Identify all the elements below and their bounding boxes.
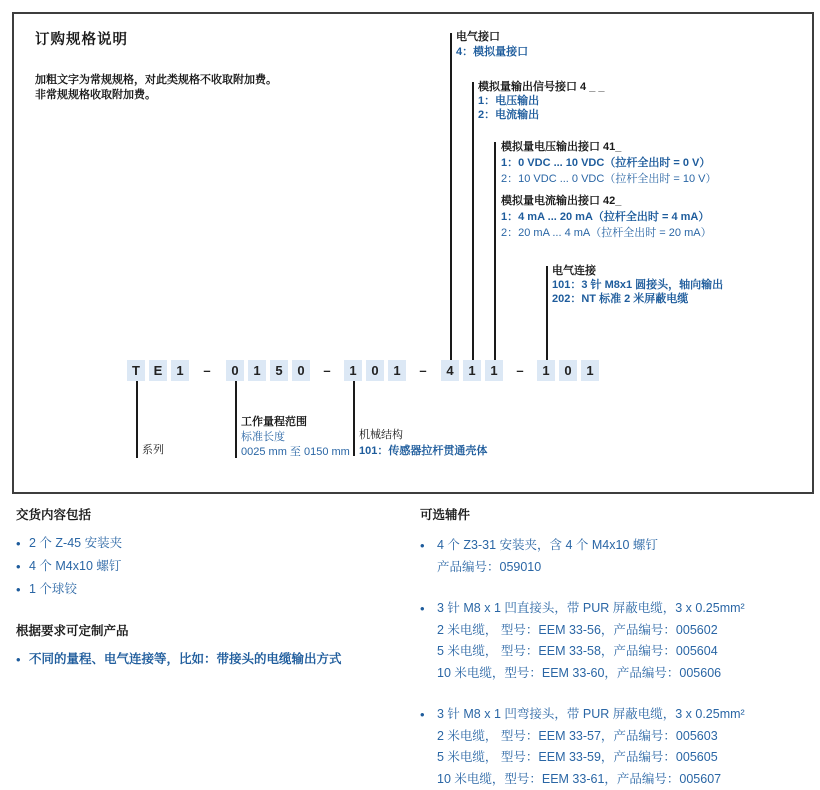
- section-title: 交货内容包括: [16, 508, 92, 522]
- order-code-char: 1: [537, 360, 555, 381]
- list-item-text: 2 个 Z-45 安装夹: [29, 536, 123, 550]
- order-code-char: 1: [463, 360, 481, 381]
- order-code-char: 0: [559, 360, 577, 381]
- order-code-char: 4: [441, 360, 459, 381]
- order-code-char: 0: [292, 360, 310, 381]
- connector-line-analog-signal: [472, 82, 474, 361]
- accessories-section: [420, 505, 816, 790]
- connector-line-electrical-interface: [450, 33, 452, 361]
- callout-voltage-output: [501, 139, 716, 187]
- order-code-char: 1: [171, 360, 189, 381]
- callout-title: 电气连接: [552, 265, 596, 277]
- callout-option: 1：4 mA ... 20 mA（拉杆全出时 = 4 mA）: [501, 211, 710, 223]
- callout-title: 系列: [142, 444, 164, 456]
- order-code-group-interface: [441, 360, 503, 381]
- accessory-group: [420, 704, 816, 790]
- callout-option: 4：模拟量接口: [456, 46, 529, 58]
- callout-title: 模拟量输出信号接口 4 _ _: [478, 81, 605, 93]
- bullet-icon: •: [16, 652, 21, 667]
- order-code-group-range: [226, 360, 310, 381]
- callout-value: 0025 mm 至 0150 mm: [241, 446, 350, 458]
- bullet-icon: •: [16, 559, 21, 574]
- section-title: 根据要求可定制产品: [16, 624, 129, 638]
- list-item-continuation: 10 米电缆，型号：EEM 33-60，产品编号：005606: [437, 665, 722, 680]
- list-item-continuation: 2 米电缆， 型号：EEM 33-57，产品编号：005603: [437, 728, 718, 743]
- callout-option: 202：NT 标准 2 米屏蔽电缆: [552, 293, 689, 305]
- bullet-icon: •: [420, 601, 425, 616]
- list-item-continuation: 10 米电缆，型号：EEM 33-61，产品编号：005607: [437, 771, 722, 786]
- order-code-separator: –: [323, 363, 331, 378]
- order-code-char: 0: [226, 360, 244, 381]
- connector-line-mechanical: [353, 381, 355, 456]
- order-code-char: 0: [366, 360, 384, 381]
- callout-option: 2：10 VDC ... 0 VDC（拉杆全出时 = 10 V）: [501, 173, 717, 185]
- order-code-char: 5: [270, 360, 288, 381]
- callout-electrical-connection: [552, 264, 723, 306]
- order-code-group-series: [127, 360, 189, 381]
- order-code-group-connection: [537, 360, 599, 381]
- callout-current-output: [501, 193, 712, 241]
- list-item: [16, 578, 408, 601]
- order-code-char: 1: [485, 360, 503, 381]
- order-code-separator: –: [516, 363, 524, 378]
- section-title: 可选辅件: [420, 508, 471, 522]
- order-code-group-mechanical: [344, 360, 406, 381]
- callout-option: 1：0 VDC ... 10 VDC（拉杆全出时 = 0 V）: [501, 157, 711, 169]
- callout-subtitle: 标准长度: [241, 431, 285, 443]
- order-code-char: 1: [581, 360, 599, 381]
- callout-title: 模拟量电压输出接口 41_: [501, 141, 622, 153]
- pricing-note-line: 加粗文字为常规规格，对此类规格不收取附加费。: [35, 74, 277, 86]
- callout-title: 机械结构: [359, 429, 403, 441]
- list-item-text: 1 个球铰: [29, 582, 77, 596]
- callout-title: 电气接口: [456, 31, 500, 43]
- order-code-separator: –: [419, 363, 427, 378]
- connector-line-output-variant: [494, 142, 496, 361]
- connector-line-range: [235, 381, 237, 458]
- callout-option: 2：电流输出: [478, 109, 540, 121]
- callout-analog-signal: [478, 80, 605, 122]
- list-item-continuation: 5 米电缆， 型号：EEM 33-58，产品编号：005604: [437, 644, 718, 658]
- list-item-text: 4 个 Z3-31 安装夹，含 4 个 M4x10 螺钉: [437, 538, 658, 552]
- bullet-icon: •: [16, 536, 21, 551]
- bullet-icon: •: [420, 538, 425, 553]
- connector-line-series: [136, 381, 138, 458]
- callout-series: [142, 443, 164, 457]
- order-code-char: 1: [344, 360, 362, 381]
- list-item: [16, 555, 408, 578]
- callout-value: 101：传感器拉杆贯通壳体: [359, 445, 488, 457]
- callout-option: 2：20 mA ... 4 mA（拉杆全出时 = 20 mA）: [501, 227, 712, 239]
- pricing-note: [35, 73, 277, 102]
- accessory-group: [420, 598, 816, 684]
- panel-title: 订购规格说明: [35, 32, 128, 48]
- list-item: [16, 532, 408, 555]
- list-item-text: 3 针 M8 x 1 凹弯接头，带 PUR 屏蔽电缆，3 x 0.25mm²: [437, 707, 745, 721]
- callout-electrical-interface: [456, 30, 528, 60]
- order-code-char: 1: [388, 360, 406, 381]
- bullet-icon: •: [420, 707, 425, 722]
- callout-range: [241, 415, 350, 460]
- callout-mechanical: [359, 427, 487, 459]
- list-item: [420, 598, 816, 620]
- pricing-note-line: 非常规规格收取附加费。: [35, 88, 156, 101]
- callout-title: 模拟量电流输出接口 42_: [501, 195, 622, 207]
- list-item-text: 3 针 M8 x 1 凹直接头，带 PUR 屏蔽电缆，3 x 0.25mm²: [437, 601, 745, 615]
- list-item: [16, 648, 408, 671]
- list-item-continuation: 2 米电缆， 型号：EEM 33-56，产品编号：005602: [437, 622, 718, 637]
- list-item-text: 不同的量程、电气连接等，比如：带接头的电缆输出方式: [29, 652, 342, 666]
- bullet-icon: •: [16, 582, 21, 597]
- order-code-separator: –: [203, 363, 211, 378]
- delivery-section: [16, 505, 408, 671]
- callout-option: 1：电压输出: [478, 95, 540, 107]
- order-code-char: E: [149, 360, 167, 381]
- list-item-continuation: 产品编号：059010: [437, 559, 542, 574]
- list-item-continuation: 5 米电缆， 型号：EEM 33-59，产品编号：005605: [437, 750, 718, 764]
- callout-title: 工作量程范围: [241, 416, 307, 428]
- list-item: [420, 535, 816, 557]
- connector-line-electrical-connection: [546, 266, 548, 361]
- order-code-char: 1: [248, 360, 266, 381]
- accessory-group: [420, 535, 816, 578]
- callout-option: 101：3 针 M8x1 圆接头，轴向输出: [552, 279, 724, 291]
- order-code-char: T: [127, 360, 145, 381]
- list-item: [420, 704, 816, 726]
- list-item-text: 4 个 M4x10 螺钉: [29, 559, 122, 573]
